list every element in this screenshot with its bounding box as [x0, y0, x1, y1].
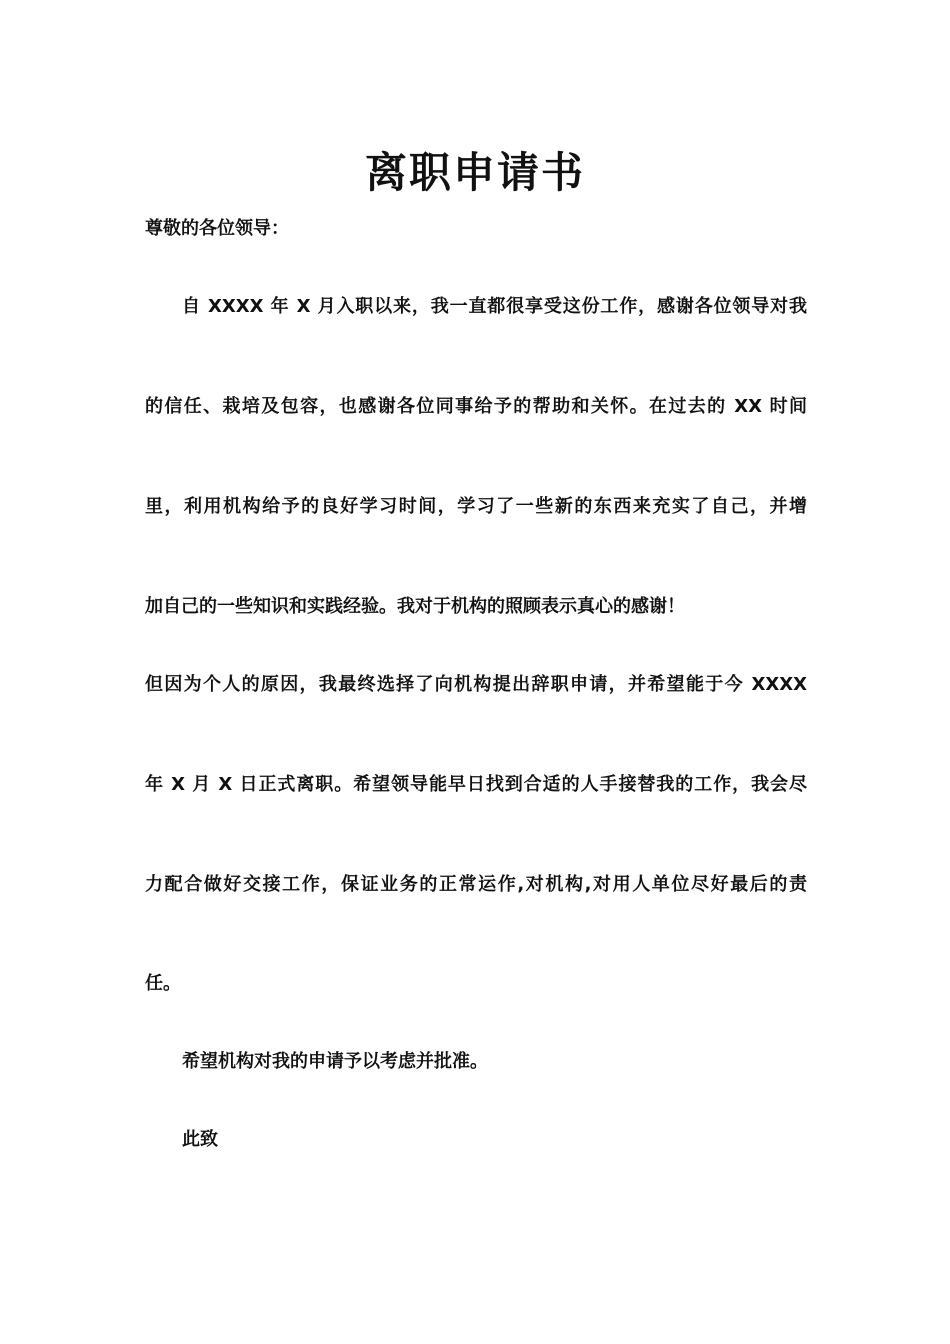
request-line: 希望机构对我的申请予以考虑并批准。: [182, 1051, 488, 1072]
salutation: 尊敬的各位领导：: [145, 218, 289, 239]
paragraph1-line2: 的信任、栽培及包容，也感谢各位同事给予的帮助和关怀。在过去的 XX 时间: [145, 396, 807, 417]
paragraph1-line4: 加自己的一些知识和实践经验。我对于机构的照顾表示真心的感谢！: [145, 596, 685, 617]
paragraph2-line4: 任。: [145, 973, 181, 994]
paragraph1-line3: 里，利用机构给予的良好学习时间，学习了一些新的东西来充实了自己，并增: [145, 496, 807, 517]
document-title: 离职申请书: [364, 148, 585, 197]
closing-line: 此致: [182, 1129, 218, 1150]
paragraph2-line1: 但因为个人的原因，我最终选择了向机构提出辞职申请，并希望能于今 XXXX: [145, 674, 807, 695]
paragraph2-line2: 年 X 月 X 日正式离职。希望领导能早日找到合适的人手接替我的工作，我会尽: [145, 774, 807, 795]
paragraph1-line1: 自 XXXX 年 X 月入职以来，我一直都很享受这份工作，感谢各位领导对我: [182, 296, 807, 317]
paragraph2-line3: 力配合做好交接工作，保证业务的正常运作,对机构,对用人单位尽好最后的责: [145, 874, 807, 895]
